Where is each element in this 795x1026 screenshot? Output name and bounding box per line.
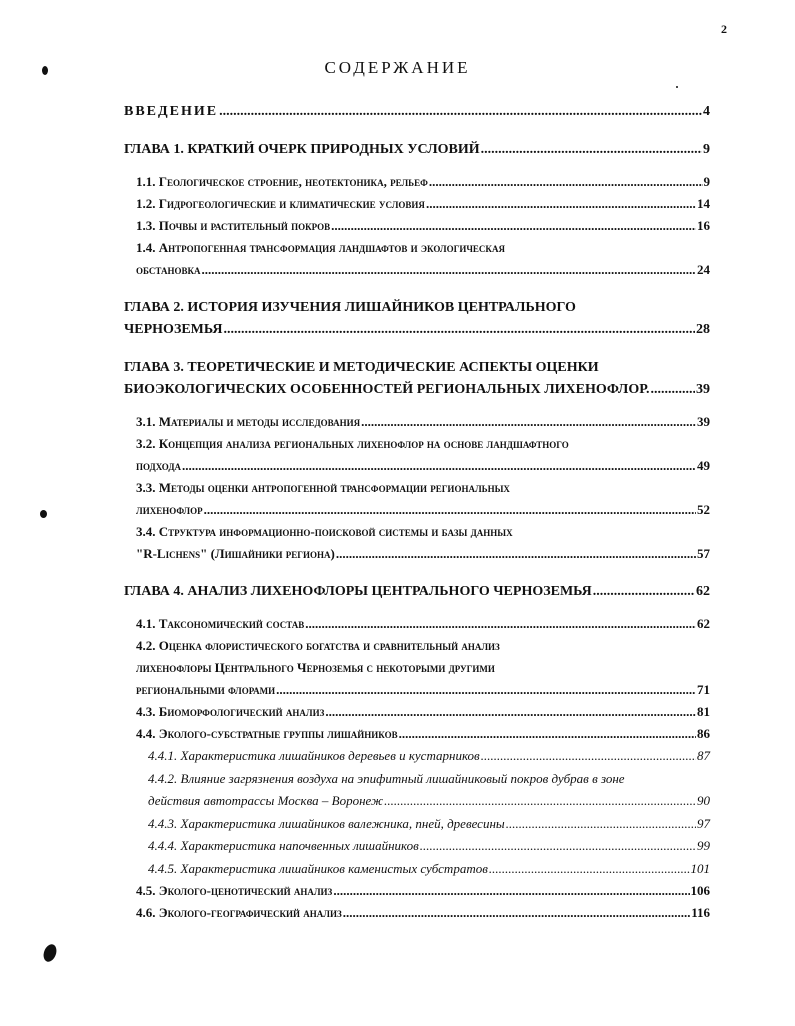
toc-entry-title: 1.1. Геологическое строение, неотектоника, рельеф [136,174,428,189]
toc-entry-line: ГЛАВА 3. ТЕОРЕТИЧЕСКИЕ И МЕТОДИЧЕСКИЕ АСПЕКТЫ ОЦЕНКИ [124,360,599,375]
toc-section[interactable] [124,237,710,281]
toc-page-number: 97 [697,815,710,831]
dot-leader [336,543,696,565]
toc-page-number: 62 [696,584,710,599]
dot-leader [305,613,696,635]
toc-page-number: 86 [697,726,710,741]
toc-page-number: 24 [697,262,710,277]
toc-entry-title: 4.4. Эколого-субстратные группы лишайников [136,726,398,741]
scan-speck [676,86,678,88]
dot-leader [224,319,695,341]
dot-leader [399,723,696,745]
toc-chapter[interactable] [124,357,710,401]
toc-page-number: 49 [697,458,710,473]
toc-page-number: 9 [703,174,710,189]
page-number: 2 [721,22,727,36]
toc-section[interactable] [124,171,710,193]
dot-leader [361,411,696,433]
toc-spacer [124,401,710,411]
scan-speck [42,66,48,75]
dot-leader [182,455,696,477]
dot-leader [201,259,696,281]
toc-entry-title: 1.2. Гидрогеологические и климатические условия [136,196,425,211]
toc-entry-title: БИОЭКОЛОГИЧЕСКИХ ОСОБЕННОСТЕЙ РЕГИОНАЛЬНЫХ ЛИХЕНОФЛОР. [124,382,650,397]
dot-leader [420,835,696,858]
dot-leader [506,813,696,836]
toc-entry-title: ВВЕДЕНИЕ [124,104,219,119]
toc-page-number: 87 [697,748,710,763]
toc-entry-title: ГЛАВА 4. АНАЛИЗ ЛИХЕНОФЛОРЫ ЦЕНТРАЛЬНОГО ЧЕРНОЗЕМЬЯ [124,584,592,599]
toc-section[interactable] [124,477,710,521]
table-of-contents [124,101,710,924]
toc-page-number: 14 [697,196,710,211]
toc-subsection[interactable] [124,813,710,836]
toc-page-number: 57 [697,546,710,561]
toc-spacer [124,281,710,297]
toc-entry-title: 4.6. Эколого-географический анализ [136,905,342,920]
toc-spacer [124,603,710,613]
dot-leader [481,139,702,161]
toc-section[interactable] [124,902,710,924]
dot-leader [593,581,695,603]
toc-page-number: 16 [697,218,710,233]
toc-page-number: 39 [696,382,710,397]
toc-subsection[interactable] [124,745,710,768]
toc-section[interactable] [124,880,710,902]
toc-entry-title: действия автотрассы Москва – Воронеж [148,793,384,808]
toc-entry-line: 4.2. Оценка флористического богатства и сравнительный анализ [136,638,500,653]
dot-leader [325,701,696,723]
dot-leader [333,880,689,902]
toc-section[interactable] [124,433,710,477]
toc-entry-title: 4.3. Биоморфологический анализ [136,704,325,719]
toc-entry-title: 4.4.5. Характеристика лишайников каменистых субстратов [148,860,488,876]
toc-page-number: 52 [697,502,710,517]
toc-spacer [124,565,710,581]
toc-page-number: 99 [697,838,710,853]
toc-entry-title: 4.4.1. Характеристика лишайников деревьев и кустарников [148,748,480,763]
toc-chapter[interactable] [124,581,710,603]
toc-page-number: 9 [703,142,710,157]
scan-speck [40,510,47,518]
toc-section[interactable] [124,215,710,237]
toc-entry-title: 3.1. Материалы и методы исследования [136,414,361,429]
toc-entry-title: 1.3. Почвы и растительный покров [136,218,331,233]
toc-entry-title: "R-Lichens" (Лишайники региона) [136,546,335,561]
toc-entry-title: 4.1. Таксономический состав [136,616,305,631]
toc-section[interactable] [124,411,710,433]
toc-page-number: 4 [703,104,710,119]
toc-page-number: 81 [697,704,710,719]
toc-page-number: 116 [691,905,710,920]
dot-leader [481,745,696,768]
dot-leader [204,499,696,521]
toc-subsection[interactable] [124,835,710,858]
dot-leader [343,902,690,924]
dot-leader [276,679,696,701]
dot-leader [651,379,695,401]
toc-entry-line: ГЛАВА 2. ИСТОРИЯ ИЗУЧЕНИЯ ЛИШАЙНИКОВ ЦЕНТРАЛЬНОГО [124,300,576,315]
toc-entry-title: лихенофлор [136,502,203,517]
toc-chapter[interactable] [124,297,710,341]
toc-entry-line: 1.4. Антропогенная трансформация ландшафтов и экологическая [136,240,505,255]
toc-entry-title: 4.4.3. Характеристика лишайников валежника, пней, древесины [148,815,505,831]
toc-page-number: 106 [690,883,710,898]
dot-leader [426,193,696,215]
toc-entry-title: обстановка [136,262,201,277]
toc-entry-title: региональными флорами [136,682,276,697]
dot-leader [331,215,696,237]
toc-page-number: 90 [697,793,710,808]
toc-entry-line: лихенофлоры Центрального Черноземья с некоторыми другими [136,660,495,675]
toc-entry-title: 4.4.4. Характеристика напочвенных лишайников [148,838,419,853]
toc-chapter[interactable] [124,139,710,161]
toc-chapter[interactable] [124,101,710,123]
toc-page-number: 39 [697,414,710,429]
toc-page-number: 28 [696,322,710,337]
toc-page-number: 71 [697,682,710,697]
toc-page-number: 101 [690,860,710,876]
toc-section[interactable] [124,701,710,723]
toc-page-number: 62 [697,616,710,631]
toc-entry-title: ГЛАВА 1. КРАТКИЙ ОЧЕРК ПРИРОДНЫХ УСЛОВИЙ [124,142,480,157]
toc-spacer [124,341,710,357]
toc-section[interactable] [124,193,710,215]
scan-speck [41,942,58,963]
toc-spacer [124,161,710,171]
toc-entry-title: подхода [136,458,182,473]
toc-subsection[interactable] [124,768,710,813]
toc-section[interactable] [124,635,710,701]
dot-leader [489,858,690,881]
toc-section[interactable] [124,521,710,565]
toc-entry-line: 3.4. Структура информационно-поисковой системы и базы данных [136,524,513,539]
toc-entry-line: 4.4.2. Влияние загрязнения воздуха на эпифитный лишайниковый покров дубрав в зоне [148,770,625,786]
dot-leader [429,171,703,193]
toc-spacer [124,123,710,139]
page-title: СОДЕРЖАНИЕ [324,58,471,77]
dot-leader [219,101,702,123]
toc-section[interactable] [124,613,710,635]
toc-entry-title: ЧЕРНОЗЕМЬЯ [124,322,223,337]
toc-entry-title: 4.5. Эколого-ценотический анализ [136,883,333,898]
toc-entry-line: 3.2. Концепция анализа региональных лихенофлор на основе ландшафтного [136,436,569,451]
toc-subsection[interactable] [124,858,710,881]
toc-section[interactable] [124,723,710,745]
dot-leader [384,790,696,813]
toc-entry-line: 3.3. Методы оценки антропогенной трансформации региональных [136,480,510,495]
